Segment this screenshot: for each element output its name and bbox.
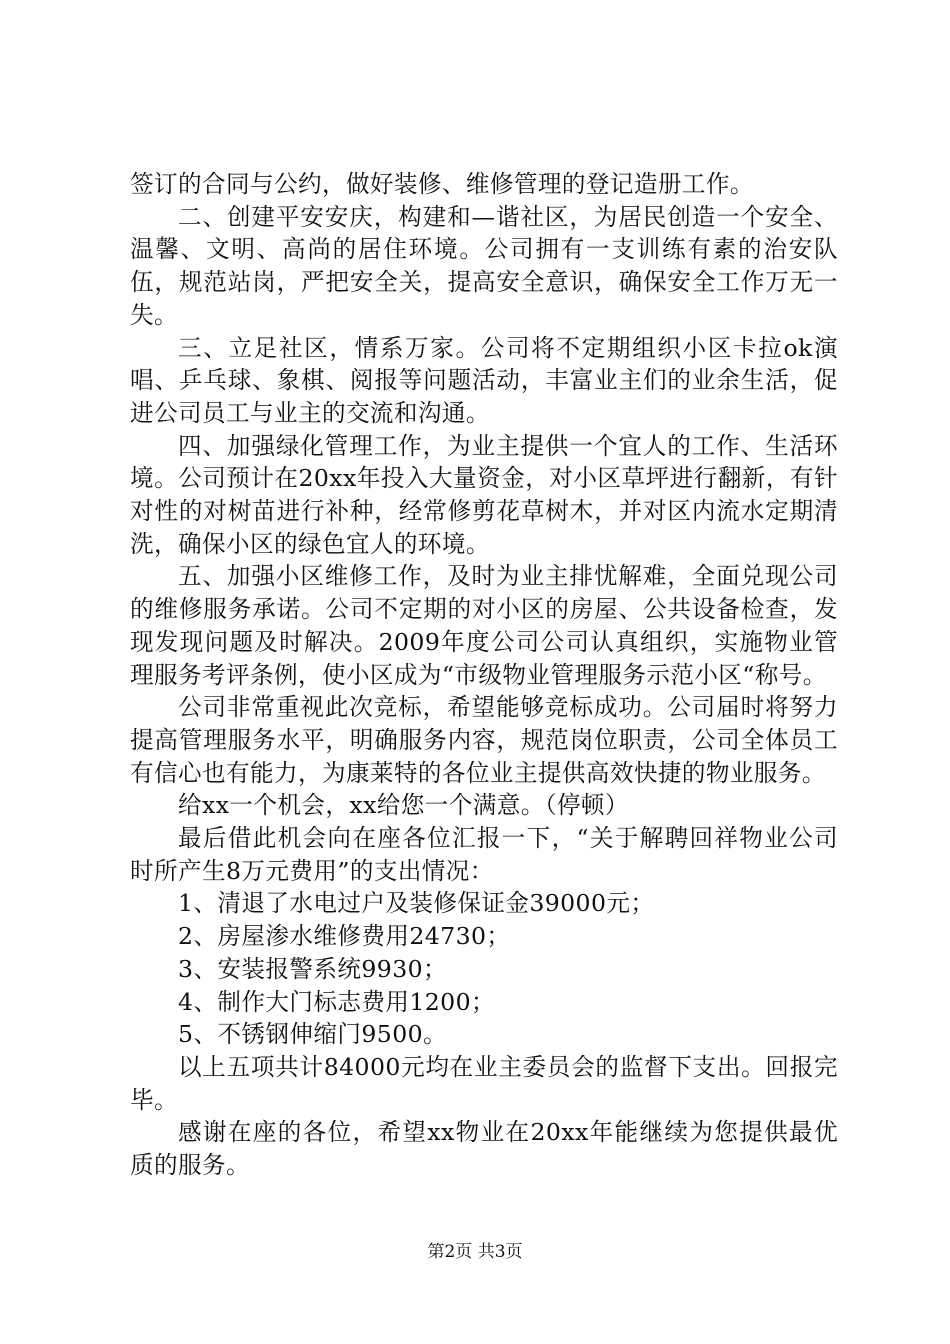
paragraph-continued: 签订的合同与公约，做好装修、维修管理的登记造册工作。 (130, 170, 754, 198)
paragraph-expense-intro: 最后借此机会向在座各位汇报一下，“关于解聘回祥物业公司时所产生8万元费用”的支出情况： (130, 824, 838, 885)
expense-item-3: 3、安装报警系统9930； (178, 954, 448, 983)
paragraph-item-3: 三、立足社区，情系万家。公司将不定期组织小区卡拉ok演唱、乒乓球、象棋、阅报等问题活动，丰富业主们的业余生活，促进公司员工与业主的交流和沟通。 (130, 333, 838, 427)
expense-item-4: 4、制作大门标志费用1200； (178, 987, 495, 1016)
paragraph-expense-total: 以上五项共计84000元均在业主委员会的监督下支出。回报完毕。 (130, 1052, 838, 1114)
expense-item-2: 2、房屋渗水维修费用24730； (178, 922, 511, 951)
paragraph-item-2: 二、创建平安安庆，构建和—谐社区，为居民创造一个安全、温馨、文明、高尚的居住环境。公司拥有一支训练有素的治安队伍，规范站岗，严把安全关，提高安全意识，确保安全工作万无一失。 (130, 202, 838, 329)
document-body (130, 168, 838, 1182)
expense-item-5: 5、不锈钢伸缩门9500。 (178, 1020, 448, 1049)
paragraph-item-4: 四、加强绿化管理工作，为业主提供一个宜人的工作、生活环境。公司预计在20xx年投入大量资金，对小区草坪进行翻新，有针对性的对树苗进行补种，经常修剪花草树木，并对区内流水定期清洗，确保小区的绿色宜人的环境。 (130, 431, 838, 558)
paragraph-bid-statement: 公司非常重视此次竞标，希望能够竞标成功。公司届时将努力提高管理服务水平，明确服务内容，规范岗位职责，公司全体员工有信心也有能力，为康莱特的各位业主提供高效快捷的物业服务。 (130, 693, 838, 787)
paragraph-closing: 感谢在座的各位，希望xx物业在20xx年能继续为您提供最优质的服务。 (130, 1118, 838, 1180)
paragraph-slogan: 给xx一个机会，xx给您一个满意。（停顿） (178, 791, 629, 820)
paragraph-item-5: 五、加强小区维修工作，及时为业主排忧解难，全面兑现公司的维修服务承诺。公司不定期的对小区的房屋、公共设备检查，发现发现问题及时解决。2009年度公司公司认真组织，实施物业管理服务考评条例，使小区成为“市级物业管理服务示范小区“称号。 (130, 562, 838, 689)
page-footer: 第2页 共3页 (427, 1242, 523, 1262)
expense-item-1: 1、清退了水电过户及装修保证金39000元； (178, 889, 655, 918)
